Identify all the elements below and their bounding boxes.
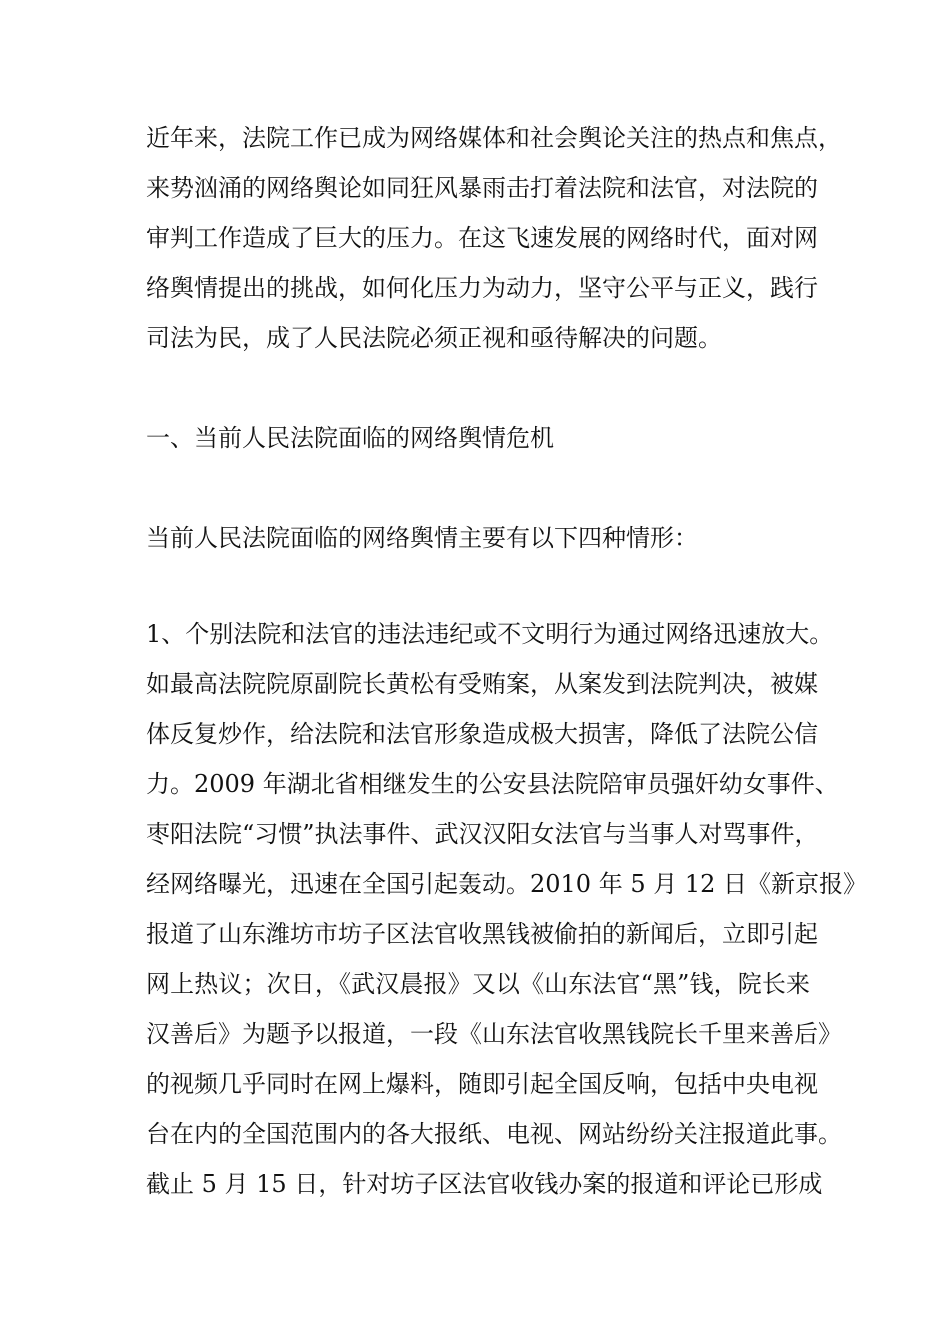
paragraph-line: 络舆情提出的挑战，如何化压力为动力，坚守公平与正义，践行 [146,274,818,302]
paragraph-line: 枣阳法院“习惯”执法事件、武汉汉阳女法官与当事人对骂事件， [146,820,819,848]
paragraph-line: 如最高法院院原副院长黄松有受贿案，从案发到法院判决，被媒 [146,670,818,698]
item-1-paragraph [146,609,868,1209]
paragraph-line: 截止 5 月 15 日，针对坊子区法官收钱办案的报道和评论已形成 [146,1170,823,1198]
paragraph-line: 经网络曝光，迅速在全国引起轰动。2010 年 5 月 12 日《新京报》 [146,870,868,898]
paragraph-line: 网上热议；次日，《武汉晨报》又以《山东法官“黑”钱，院长来 [146,970,810,998]
paragraph-line: 1、个别法院和法官的违法违纪或不文明行为通过网络迅速放大。 [146,620,834,648]
paragraph-line: 报道了山东潍坊市坊子区法官收黑钱被偷拍的新闻后，立即引起 [146,920,818,948]
paragraph-line: 审判工作造成了巨大的压力。在这飞速发展的网络时代，面对网 [146,224,818,252]
section-intro-paragraph [146,513,810,563]
paragraph-line: 汉善后》为题予以报道，一段《山东法官收黑钱院长千里来善后》 [146,1020,842,1048]
paragraph-line: 近年来，法院工作已成为网络媒体和社会舆论关注的热点和焦点， [146,124,842,152]
paragraph-line: 来势汹涌的网络舆论如同狂风暴雨击打着法院和法官，对法院的 [146,174,818,202]
heading-text: 一、当前人民法院面临的网络舆情危机 [146,424,554,452]
paragraph-line: 的视频几乎同时在网上爆料，随即引起全国反响，包括中央电视 [146,1070,818,1098]
paragraph-line: 体反复炒作，给法院和法官形象造成极大损害，降低了法院公信 [146,720,818,748]
paragraph-line: 司法为民，成了人民法院必须正视和亟待解决的问题。 [146,324,722,352]
paragraph-line: 台在内的全国范围内的各大报纸、电视、网站纷纷关注报道此事。 [146,1120,842,1148]
intro-paragraph [146,113,842,363]
paragraph-line: 力。2009 年湖北省相继发生的公安县法院陪审员强奸幼女事件、 [146,770,839,798]
paragraph-line: 当前人民法院面临的网络舆情主要有以下四种情形： [146,524,698,552]
section-heading [146,413,810,463]
